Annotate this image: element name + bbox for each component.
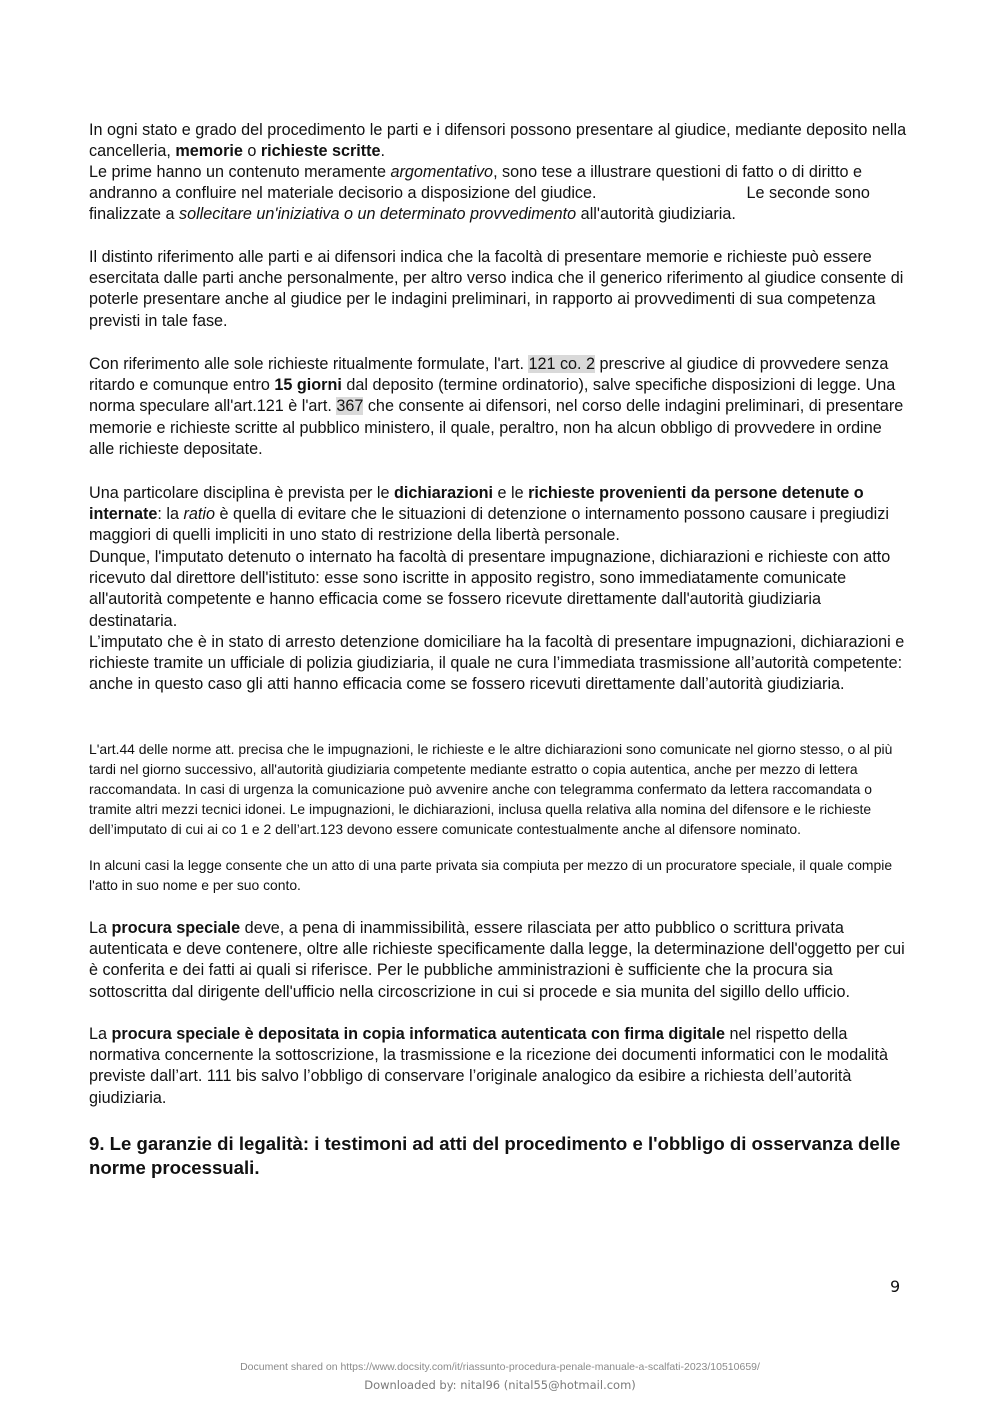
paragraph-procuratore-speciale: In alcuni casi la legge consente che un atto di una parte privata sia compiuta per mezzo di un procuratore speciale, il quale compie l'atto in suo nome e per suo conto. — [89, 857, 893, 893]
bold-richieste-scritte: richieste scritte — [260, 142, 381, 161]
paragraph-imputato-detenuto: Dunque, l'imputato detenuto o internato ha facoltà di presentare impugnazione, dichiarazioni e richieste con atto ricevuto dal direttore dell'istituto: esse sono iscritte in apposito registro, sono immediatamente comunicate all'autorità competente e hanno efficacia come se fossero ricevute direttamente dall'autorità giudiziaria destinataria. — [89, 548, 891, 630]
text: Le seconde sono finalizzate a — [89, 184, 870, 224]
paragraph-memorie — [89, 120, 911, 162]
text: Le prime hanno un contenuto meramente — [89, 163, 391, 181]
text: che consente ai difensori, nel corso delle indagini preliminari, di presentare memorie e richieste scritte al pubblico ministero, il quale, peraltro, non ha alcun obbligo di provvedere in ordine alle richieste depositate. — [89, 397, 904, 458]
paragraph-arresto-domiciliare: L’imputato che è in stato di arresto detenzione domiciliare ha la facoltà di presentare impugnazioni, dichiarazioni e richieste tramite un ufficiale di polizia giudiziaria, il quale ne cura l’immediata trasmissione all’autorità competente: anche in questo caso gli atti hanno efficacia come se fossero ricevuti direttamente dall’autorità giudiziaria. — [89, 633, 905, 694]
text: . — [380, 142, 386, 161]
text: Con riferimento alle sole richieste ritualmente formulate, l'art. — [89, 355, 529, 373]
paragraph-art-121 — [89, 354, 911, 460]
text: dal deposito (termine ordinatorio), salve specifiche disposizioni di legge. Una norma speculare all'art.121 è l'art. — [89, 376, 896, 416]
italic-ratio: ratio — [183, 505, 215, 524]
text: La — [89, 919, 112, 937]
text: nel rispetto della normativa concernente la sottoscrizione, la trasmissione e la ricezione dei documenti informatici con le modalità previste dall’art. 111 bis salvo l’obbligo di conservare l’originale analogico da esibire a richiesta dell’autorità giudiziaria. — [89, 1025, 888, 1107]
text: prescrive al giudice di provvedere senza ritardo e comunque entro — [89, 355, 889, 395]
text: La — [89, 1025, 112, 1043]
paragraph-prime-seconde — [89, 162, 911, 226]
text: , sono tese a illustrare questioni di fatto o di diritto e andranno a confluire nel materiale decisorio a disposizione del giudice. — [89, 163, 862, 203]
italic-argomentativo: argomentativo — [390, 163, 494, 181]
bold-procura-depositata: procura speciale è depositata in copia informatica autenticata con firma digitale — [111, 1025, 726, 1043]
paragraph-particolare-disciplina — [89, 483, 911, 547]
text: all'autorità giudiziaria. — [576, 205, 736, 224]
footer-downloaded-by: Downloaded by: nital96 (nital55@hotmail.com) — [364, 1378, 636, 1392]
text: o — [242, 142, 261, 161]
text: è quella di evitare che le situazioni di detenzione o internamento possono causare i pregiudizi maggiori di quelli impliciti in uno stato di restrizione della libertà personale. — [89, 505, 889, 545]
section-heading: 9. Le garanzie di legalità: i testimoni ad atti del procedimento e l'obbligo di osservanza delle norme processuali. — [89, 1133, 901, 1178]
footer-shared-link: Document shared on https://www.docsity.com/it/riassunto-procedura-penale-manuale-a-scalfati-2023/10510659/ — [240, 1361, 760, 1373]
paragraph-distinto-riferimento: Il distinto riferimento alle parti e ai difensori indica che la facoltà di presentare memorie e richieste può essere esercitata dalle parti anche personalmente, per altro verso indica che il generico riferimento al giudice consente di poterle presentare anche al giudice per le indagini preliminari, in rapporto ai provvedimenti di sua competenza previsti in tale fase. — [89, 248, 904, 330]
text: : la — [157, 505, 184, 524]
bold-procura-speciale: procura speciale — [111, 919, 241, 937]
bold-memorie: memorie — [175, 142, 243, 161]
page-number: 9 — [890, 1277, 901, 1296]
text: deve, a pena di inammissibilità, essere rilasciata per atto pubblico o scrittura privata autenticata e deve contenere, oltre alle richieste specificamente dalla legge, la determinazione dell'oggetto per cui è conferita e dei fatti ai quali si riferisce. Per le pubbliche amministrazioni è sufficiente che la procura sia sottoscritta dal dirigente dell'ufficio nella circoscrizione in cui si procede e sia munita del sigillo dello ufficio. — [89, 919, 905, 1001]
text: Una particolare disciplina è prevista per le — [89, 484, 395, 502]
paragraph-procura-depositata — [89, 1024, 911, 1109]
bold-richieste-detenute: richieste provenienti da persone detenute o internate — [89, 484, 864, 524]
italic-sollecitare: sollecitare un'iniziativa o un determinato provvedimento — [178, 205, 577, 224]
text: e le — [492, 484, 529, 502]
paragraph-procura-speciale — [89, 918, 911, 1003]
highlight-367: 367 — [336, 397, 364, 416]
bold-dichiarazioni: dichiarazioni — [394, 484, 493, 502]
highlight-121-co-2: 121 co. 2 — [528, 355, 596, 373]
text: In ogni stato e grado del procedimento le parti e i difensori possono presentare al giudice, mediante deposito nella cancelleria, — [89, 121, 907, 161]
bold-15-giorni: 15 giorni — [274, 376, 342, 395]
paragraph-art-44: L'art.44 delle norme att. precisa che le impugnazioni, le richieste e le altre dichiarazioni sono comunicate nel giorno stesso, o al più tardi nel giorno successivo, all'autorità giudiziaria competente mediante estratto o copia autentica, anche per mezzo di lettera raccomandata. In casi di urgenza la comunicazione può avvenire anche con telegramma confermato da lettera raccomandata o tramite altri mezzi tecnici idonei. Le impugnazioni, le dichiarazioni, inclusa quella relativa alla nomina del difensore e le richieste dell’imputato di cui ai co 1 e 2 dell’art.123 devono essere comunicate contestualmente anche al difensore nominato. — [89, 741, 893, 837]
